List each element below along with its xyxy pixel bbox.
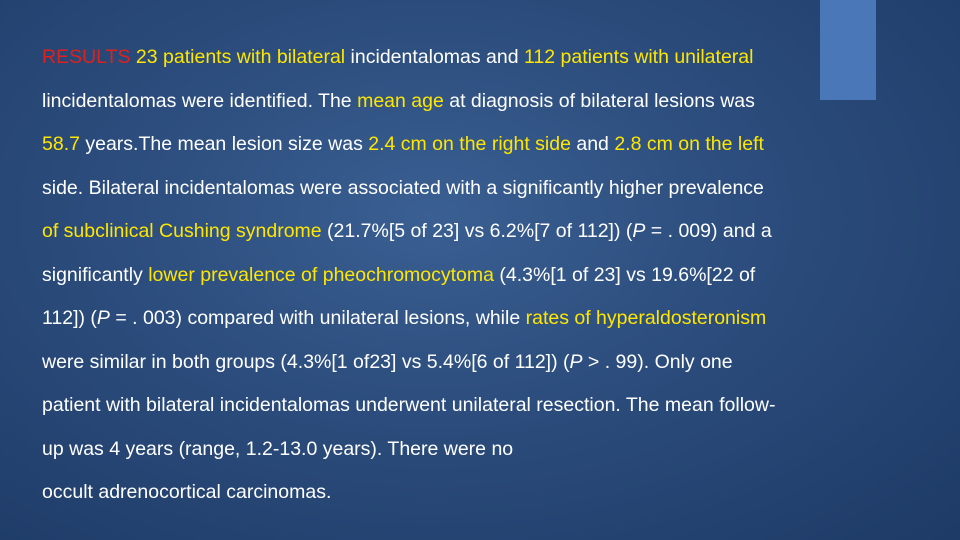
highlight-left-size: 2.8 cm on the left (614, 133, 764, 155)
text-run: and (570, 133, 615, 155)
text-line (42, 428, 942, 472)
highlight-cushing: of subclinical Cushing syndrome (42, 220, 322, 242)
text-line (42, 254, 942, 298)
highlight-right-size: 2.4 cm on the right side (368, 133, 571, 155)
highlight-age-value: 58.7 (42, 133, 80, 155)
text-run: incidentalomas and (345, 46, 525, 68)
highlight-bilateral-count: 23 patients with bilateral (135, 46, 346, 68)
text-line (42, 297, 942, 341)
text-run: were similar in both groups (4.3%[1 of23] vs 5.4%[6 of 112]) ( (42, 350, 570, 373)
text-line (42, 36, 942, 80)
text-run: patient with bilateral incidentalomas underwent unilateral resection. The mean follow- (42, 394, 776, 416)
text-line (42, 167, 942, 211)
text-run: significantly (42, 263, 149, 286)
text-run: up was 4 years (range, 1.2-13.0 years). There were no (42, 437, 514, 460)
text-run: at diagnosis of bilateral lesions was (443, 89, 755, 112)
text-run: (4.3%[1 of 23] vs 19.6%[22 of (493, 263, 756, 286)
highlight-hyperaldosteronism: rates of hyperaldosteronism (525, 307, 767, 329)
results-paragraph (42, 36, 942, 515)
text-run: occult adrenocortical carcinomas. (42, 481, 332, 503)
highlight-unilateral-count: 112 patients with unilateral (524, 46, 754, 68)
text-run: 112]) ( (42, 307, 97, 329)
p-symbol: P (569, 350, 583, 373)
text-line (42, 384, 942, 428)
text-run: > . 99). Only one (582, 350, 733, 373)
text-run: = . 009) and a (645, 220, 772, 242)
text-run: side. Bilateral incidentalomas were associated with a significantly higher prevalence (42, 176, 764, 199)
text-line (42, 210, 942, 254)
highlight-pheochromocytoma: lower prevalence of pheochromocytoma (148, 263, 494, 286)
text-line (42, 341, 942, 385)
p-symbol: P (96, 307, 110, 329)
text-run: (21.7%[5 of 23] vs 6.2%[7 of 112]) ( (321, 220, 633, 242)
text-run: = . 003) compared with unilateral lesions, while (109, 307, 526, 329)
text-line (42, 471, 942, 515)
text-line (42, 80, 942, 124)
highlight-mean-age: mean age (357, 89, 444, 112)
text-run: lincidentalomas were identified. The (42, 89, 358, 112)
text-run: years.The mean lesion size was (79, 133, 369, 155)
results-heading: RESULTS (42, 46, 131, 68)
text-line (42, 123, 942, 167)
p-symbol: P (632, 220, 646, 242)
